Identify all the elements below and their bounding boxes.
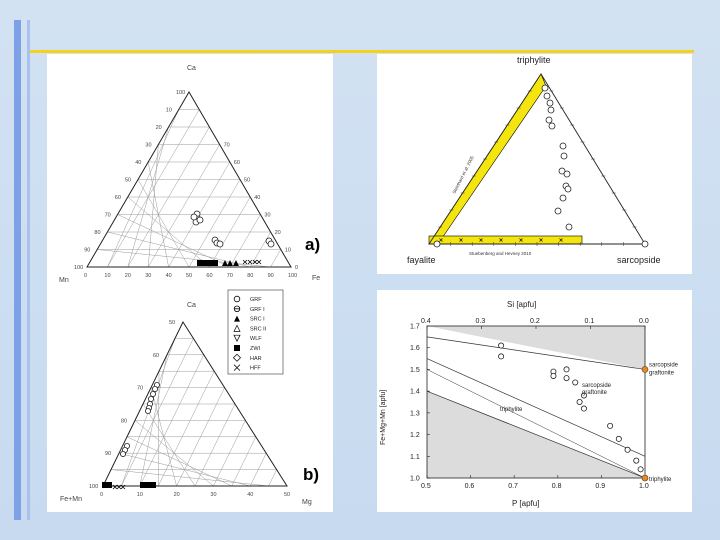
x-tick-label: 1.0 (639, 483, 649, 490)
data-marker (222, 260, 228, 266)
grid-line (138, 180, 189, 268)
region-upper-shade (427, 326, 645, 369)
tick-label: 40 (254, 195, 261, 201)
apfu-scatter-panel (377, 290, 692, 512)
data-point (564, 367, 569, 372)
tick-label: 70 (223, 142, 230, 149)
data-point (499, 354, 504, 359)
apex-top-b: Ca (187, 302, 196, 309)
data-point (634, 458, 639, 463)
legend-symbol-grf (234, 296, 240, 302)
region-label: graftonite (582, 390, 608, 396)
tick-label: 30 (210, 492, 217, 498)
tick-label: 90 (267, 273, 274, 279)
top-tick-label: 0.3 (475, 318, 486, 325)
data-marker (106, 482, 112, 488)
grid-line (230, 215, 261, 268)
tick-label: 60 (114, 195, 121, 201)
data-marker (546, 117, 552, 123)
top-tick-label: 0.2 (530, 318, 540, 325)
highlight-band-bottom (429, 236, 582, 244)
data-point (625, 447, 630, 452)
y-tick-label: 1.0 (410, 475, 420, 483)
tick-label: 70 (104, 212, 111, 219)
data-point (577, 399, 582, 404)
apex-sarcopside: sarcopside (617, 255, 661, 265)
data-marker (564, 171, 570, 177)
grid-line (111, 470, 269, 486)
top-axis-title: Si [apfu] (507, 300, 537, 309)
y-tick-label: 1.5 (410, 366, 420, 374)
legend-label: ZWI (250, 346, 261, 352)
data-marker (148, 396, 153, 401)
tick-label: 90 (105, 451, 112, 458)
data-point (573, 380, 578, 385)
ref-stuebenberg: Stuebenberg and Hevney 2010 (469, 251, 532, 256)
tick-label: 70 (137, 385, 144, 392)
tick-label: 60 (206, 273, 213, 279)
data-point (581, 406, 586, 411)
scatter-body (410, 318, 679, 490)
data-marker (565, 186, 571, 192)
endmember-point (642, 475, 648, 481)
tick-label: 60 (233, 160, 240, 166)
endmember-label: sarcopside (649, 362, 679, 369)
tick-label: 20 (155, 125, 162, 131)
data-point (616, 436, 621, 441)
tick-label: 100 (74, 265, 84, 271)
data-marker (561, 153, 567, 159)
apex-right-a: Fe (312, 275, 321, 282)
legend (228, 290, 283, 374)
triphylite-triangle (377, 54, 692, 274)
tick-label: 0 (84, 273, 88, 279)
data-marker (560, 195, 566, 201)
data-marker (191, 214, 197, 220)
y-tick-label: 1.6 (410, 345, 420, 353)
data-marker (197, 217, 203, 223)
endmember-point (642, 366, 648, 372)
slide-accent-line (30, 50, 694, 53)
data-marker (253, 260, 257, 264)
tick-label: 100 (176, 90, 186, 96)
top-tick-label: 0.0 (639, 318, 649, 325)
data-marker (434, 241, 440, 247)
tick-label: 80 (121, 418, 128, 425)
tick-label: 20 (173, 492, 180, 498)
tick-label: 90 (84, 247, 91, 254)
x-tick-label: 0.5 (421, 483, 431, 490)
apex-left-b: Fe+Mn (60, 496, 82, 503)
legend-symbol-zwi (234, 345, 240, 351)
tick-label: 10 (165, 107, 172, 114)
tick-label: 0 (295, 265, 299, 271)
x-axis-title: P [apfu] (512, 499, 540, 508)
apex-triphylite: triphylite (517, 55, 551, 65)
apex-top-a: Ca (187, 65, 196, 72)
highlight-band-left (429, 74, 546, 244)
apfu-scatter-chart (377, 290, 692, 512)
ref-steinhard: Steinhard et al. 2005 (451, 155, 475, 195)
data-marker (257, 260, 261, 264)
legend-label: WLF (250, 336, 262, 343)
legend-label: GRF (250, 297, 262, 303)
x-tick-label: 0.9 (595, 483, 606, 490)
top-tick-label: 0.1 (584, 318, 595, 325)
ternary-figure-panel (47, 54, 333, 512)
tick-label: 40 (247, 492, 254, 498)
grid-line (232, 437, 256, 486)
x-tick-label: 0.7 (508, 483, 518, 490)
data-marker (268, 241, 274, 247)
tick-label: 20 (274, 230, 281, 236)
data-marker (560, 143, 566, 149)
data-marker (555, 208, 561, 214)
tick-label: 30 (145, 142, 152, 149)
endmember-label: graftonite (649, 370, 675, 377)
data-point (608, 423, 613, 428)
tick-label: 10 (284, 247, 291, 254)
tick-label: 40 (165, 273, 172, 279)
data-marker (642, 241, 648, 247)
region-label: triphylite (500, 407, 523, 413)
y-tick-label: 1.4 (410, 388, 420, 396)
slide-accent-bar (14, 20, 21, 520)
region-label: sarcopside (582, 383, 612, 389)
legend-label: GRF I (250, 306, 265, 313)
apex-right-b: Mg (302, 499, 312, 506)
y-tick-label: 1.7 (410, 323, 420, 331)
data-marker (243, 260, 247, 264)
tick-label: 80 (94, 230, 101, 236)
grid-line (271, 250, 281, 268)
data-marker (152, 386, 157, 391)
data-point (638, 467, 643, 472)
tick-label: 50 (284, 492, 291, 498)
apex-left-a: Mn (59, 277, 69, 284)
data-marker (120, 451, 125, 456)
ternary-figure (47, 54, 333, 512)
grid-line (158, 371, 214, 486)
panel-label-a: a) (305, 235, 321, 254)
data-point (564, 376, 569, 381)
slide-accent-bar-thin (27, 20, 30, 520)
grid-line (148, 145, 219, 268)
tick-label: 50 (186, 273, 193, 279)
tick-label: 80 (247, 273, 254, 279)
data-marker (150, 482, 156, 488)
top-tick-label: 0.4 (421, 318, 431, 325)
y-tick-label: 1.3 (410, 410, 420, 418)
tick-label: 30 (145, 273, 152, 279)
tick-label: 30 (264, 212, 271, 219)
data-marker (217, 241, 223, 247)
y-tick-label: 1.2 (410, 432, 420, 440)
data-marker (548, 107, 554, 113)
tick-label: 0 (100, 492, 104, 498)
tick-label: 50 (169, 320, 176, 326)
y-tick-label: 1.1 (410, 453, 420, 461)
triphylite-triangle-panel (377, 54, 692, 274)
data-marker (150, 391, 155, 396)
tick-label: 10 (136, 492, 143, 498)
tick-label: 50 (125, 177, 132, 184)
tick-label: 10 (104, 273, 111, 279)
data-marker (145, 408, 150, 413)
x-tick-label: 0.8 (551, 483, 562, 490)
data-point (551, 373, 556, 378)
grid-line (97, 250, 270, 268)
apex-fayalite: fayalite (407, 255, 436, 265)
data-point (499, 343, 504, 348)
legend-label: HFF (250, 365, 261, 372)
tick-label: 100 (288, 273, 298, 279)
panel-label-b: b) (303, 465, 320, 484)
data-marker (547, 100, 553, 106)
tick-label: 50 (244, 177, 251, 184)
data-marker (542, 85, 548, 91)
grid-line (269, 470, 277, 486)
tick-label: 40 (135, 160, 142, 166)
data-marker (566, 224, 572, 230)
triangle-body (429, 74, 648, 247)
legend-label: SRC I (250, 316, 265, 323)
data-marker (549, 123, 555, 129)
tick-label: 60 (153, 352, 160, 359)
ternary-a (74, 90, 298, 279)
data-marker (248, 260, 252, 264)
x-tick-label: 0.6 (464, 483, 475, 490)
y-axis-title: Fe+Mg+Mn [apfu] (380, 389, 387, 445)
grid-line (127, 437, 232, 486)
legend-label: SRC II (250, 326, 267, 333)
data-marker (212, 260, 218, 266)
tick-label: 20 (124, 273, 131, 279)
endmember-label: triphylite (649, 477, 672, 483)
legend-label: HAR (250, 355, 262, 362)
tick-label: 100 (89, 484, 99, 490)
data-marker (544, 93, 550, 99)
tick-label: 70 (226, 273, 233, 279)
